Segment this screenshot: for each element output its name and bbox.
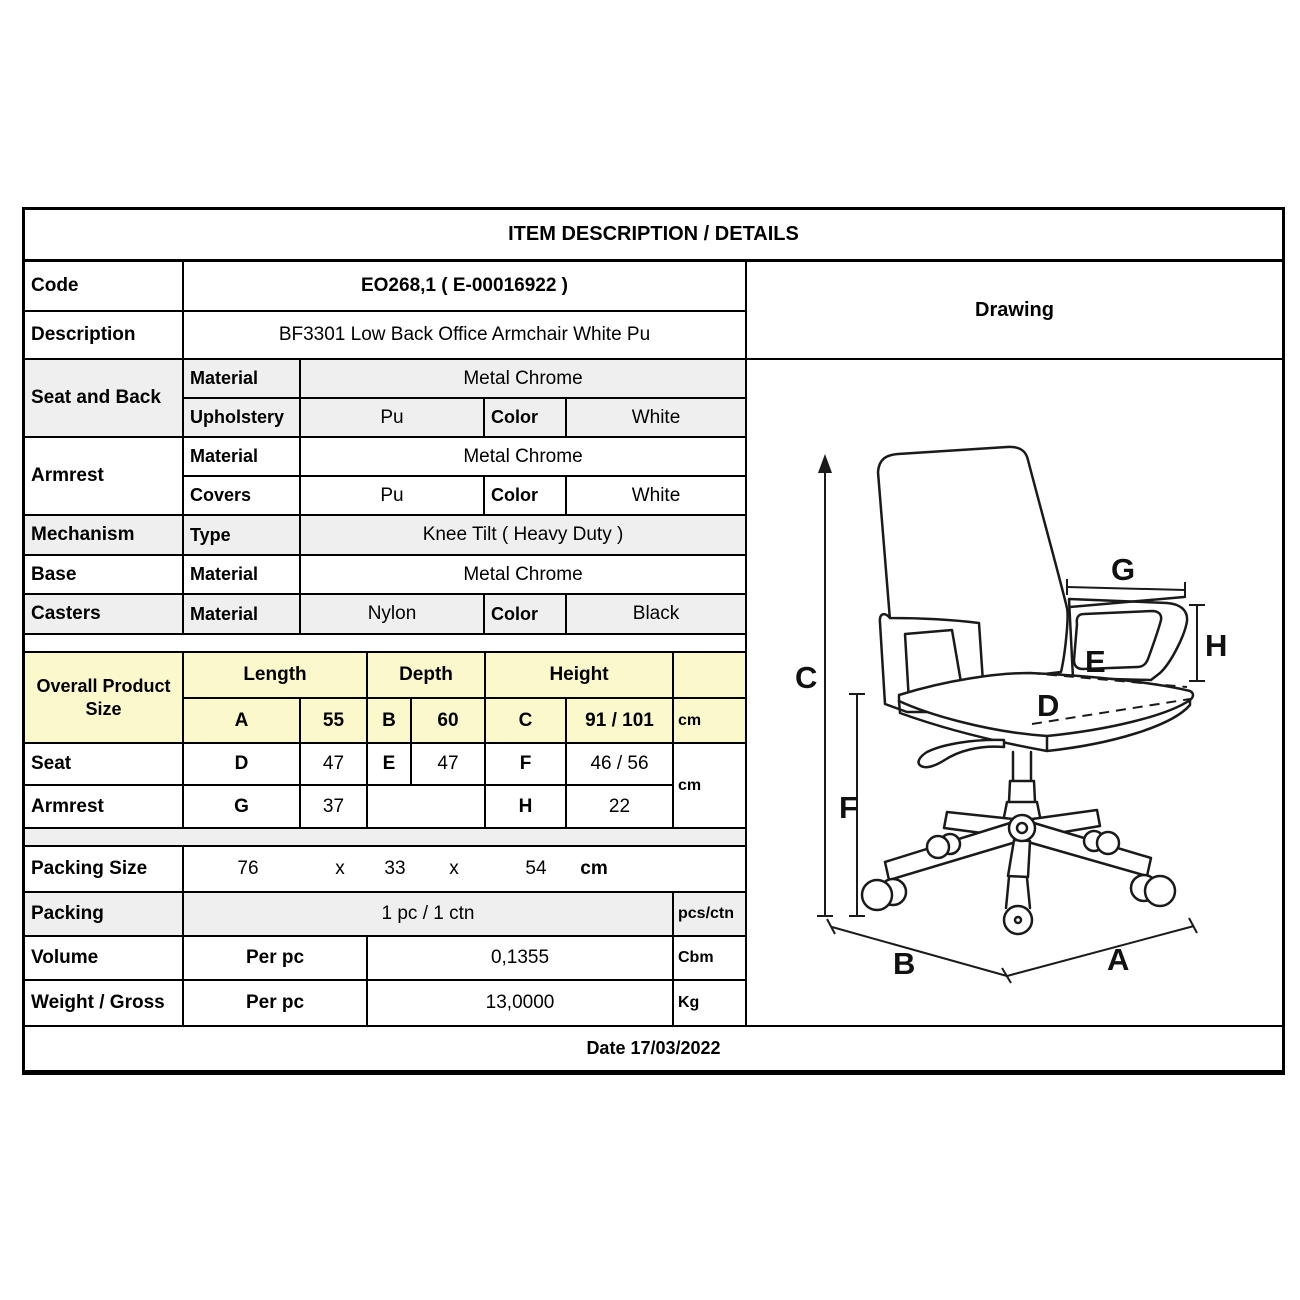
packing-dim-3: 54 bbox=[525, 858, 547, 879]
base-label: Base bbox=[25, 556, 184, 595]
volume-per-pc: Per pc bbox=[184, 937, 368, 981]
code-value: EO268,1 ( E-00016922 ) bbox=[184, 262, 745, 312]
chair-leg bbox=[1008, 840, 1030, 877]
dim-line-a bbox=[1007, 926, 1194, 976]
base-row bbox=[25, 556, 745, 595]
depth-header: Depth bbox=[368, 653, 486, 699]
weight-row bbox=[25, 981, 745, 1025]
packing-size-row bbox=[25, 847, 745, 893]
dim-label-h: H bbox=[1205, 628, 1228, 663]
dim-label-f: F bbox=[839, 790, 858, 825]
dim-label-b: B bbox=[893, 946, 916, 981]
packing-size-unit: cm bbox=[580, 858, 608, 879]
dim-tick bbox=[1189, 918, 1197, 933]
spec-sheet bbox=[22, 207, 1285, 1075]
packing-unit: pcs/ctn bbox=[674, 893, 745, 937]
seat-armrest-unit: cm bbox=[674, 744, 745, 829]
dim-c-value: 91 / 101 bbox=[567, 699, 674, 744]
dim-label-c: C bbox=[795, 660, 818, 695]
seat-and-back-group bbox=[25, 360, 745, 438]
mechanism-label: Mechanism bbox=[25, 516, 184, 556]
volume-unit: Cbm bbox=[674, 937, 745, 981]
date-footer: Date 17/03/2022 bbox=[25, 1025, 1282, 1070]
dim-label-d: D bbox=[1037, 688, 1060, 723]
armrest-size-label: Armrest bbox=[25, 786, 184, 829]
packing-dim-1: 76 bbox=[237, 858, 259, 879]
casters-row bbox=[25, 595, 745, 635]
packing-row bbox=[25, 893, 745, 937]
dim-b-key: B bbox=[368, 699, 412, 744]
dim-line-b bbox=[832, 927, 1007, 976]
volume-row bbox=[25, 937, 745, 981]
dim-arrow-c bbox=[818, 454, 832, 473]
base-material-value: Metal Chrome bbox=[301, 556, 745, 595]
caster-wheel bbox=[862, 880, 892, 910]
chair-drawing bbox=[747, 360, 1282, 1025]
chair-base-hub bbox=[1009, 815, 1035, 841]
dim-label-a: A bbox=[1107, 942, 1130, 977]
overall-unit: cm bbox=[674, 699, 745, 744]
weight-label: Weight / Gross bbox=[25, 981, 184, 1025]
caster-wheel bbox=[1097, 832, 1119, 854]
volume-value: 0,1355 bbox=[368, 937, 674, 981]
packing-label: Packing bbox=[25, 893, 184, 937]
dim-label-g: G bbox=[1111, 552, 1136, 587]
dim-f-key: F bbox=[486, 744, 567, 786]
height-header: Height bbox=[486, 653, 674, 699]
armrest-label: Armrest bbox=[25, 438, 184, 516]
description-row bbox=[25, 312, 745, 360]
dim-h-key: H bbox=[486, 786, 567, 829]
overall-size-label: Overall Product Size bbox=[25, 653, 184, 744]
weight-value: 13,0000 bbox=[368, 981, 674, 1025]
spec-table bbox=[25, 262, 747, 1025]
armrest-group bbox=[25, 438, 745, 516]
upholstery-value: Pu bbox=[301, 399, 485, 438]
base-material-label: Material bbox=[184, 556, 301, 595]
dim-f-value: 46 / 56 bbox=[567, 744, 674, 786]
chair-tilt-lever bbox=[919, 740, 1004, 767]
dim-a-key: A bbox=[184, 699, 301, 744]
casters-color-label: Color bbox=[485, 595, 567, 635]
dim-e-key: E bbox=[368, 744, 412, 786]
seat-size-label: Seat bbox=[25, 744, 184, 786]
chair-gas-lift bbox=[1003, 752, 1041, 822]
seat-and-back-label: Seat and Back bbox=[25, 360, 184, 438]
mechanism-row bbox=[25, 516, 745, 556]
weight-unit: Kg bbox=[678, 994, 700, 1011]
drawing-panel bbox=[747, 262, 1282, 1025]
casters-color-value: Black bbox=[567, 595, 745, 635]
caster-wheel bbox=[1145, 876, 1175, 906]
casters-label: Casters bbox=[25, 595, 184, 635]
upholstery-label: Upholstery bbox=[184, 399, 301, 438]
spacer-row bbox=[25, 829, 745, 847]
weight-per-pc: Per pc bbox=[184, 981, 368, 1025]
packing-value: 1 pc / 1 ctn bbox=[184, 893, 674, 937]
armrest-color-value: White bbox=[567, 477, 745, 516]
caster-fork bbox=[1006, 877, 1030, 908]
packing-dim-2: 33 bbox=[384, 858, 406, 879]
packing-sep-2: x bbox=[449, 858, 459, 879]
casters-material-label: Material bbox=[184, 595, 301, 635]
casters-material-value: Nylon bbox=[301, 595, 485, 635]
dim-d-value: 47 bbox=[301, 744, 368, 786]
sheet-body bbox=[25, 262, 1282, 1025]
seat-back-material-value: Metal Chrome bbox=[301, 360, 745, 399]
packing-size-value bbox=[184, 847, 745, 893]
packing-sep-1: x bbox=[335, 858, 345, 879]
covers-label: Covers bbox=[184, 477, 301, 516]
spacer-row bbox=[25, 635, 745, 653]
seat-size-row bbox=[25, 744, 674, 786]
armrest-depth-blank bbox=[368, 786, 486, 829]
mechanism-value: Knee Tilt ( Heavy Duty ) bbox=[301, 516, 745, 556]
dim-line-g bbox=[1067, 587, 1185, 590]
drawing-title: Drawing bbox=[747, 262, 1282, 360]
description-label: Description bbox=[25, 312, 184, 360]
armrest-size-row bbox=[25, 786, 674, 829]
caster-wheel bbox=[927, 836, 949, 858]
dim-g-key: G bbox=[184, 786, 301, 829]
dim-d-key: D bbox=[184, 744, 301, 786]
armrest-color-label: Color bbox=[485, 477, 567, 516]
size-header-blank bbox=[674, 653, 745, 699]
seat-back-color-value: White bbox=[567, 399, 745, 438]
overall-size-group bbox=[25, 653, 745, 744]
covers-value: Pu bbox=[301, 477, 485, 516]
dim-label-e: E bbox=[1085, 644, 1106, 679]
dim-c-key: C bbox=[486, 699, 567, 744]
volume-label: Volume bbox=[25, 937, 184, 981]
armrest-material-value: Metal Chrome bbox=[301, 438, 745, 477]
armrest-material-label: Material bbox=[184, 438, 301, 477]
seat-armrest-size-group bbox=[25, 744, 745, 829]
type-label: Type bbox=[184, 516, 301, 556]
dim-g-value: 37 bbox=[301, 786, 368, 829]
description-value: BF3301 Low Back Office Armchair White Pu bbox=[184, 312, 745, 360]
length-header: Length bbox=[184, 653, 368, 699]
page-title: ITEM DESCRIPTION / DETAILS bbox=[25, 210, 1282, 262]
dim-h-value: 22 bbox=[567, 786, 674, 829]
caster-wheel bbox=[1004, 906, 1032, 934]
drawing-canvas bbox=[747, 360, 1282, 1025]
seat-back-color-label: Color bbox=[485, 399, 567, 438]
code-label: Code bbox=[25, 262, 184, 312]
seat-back-material-label: Material bbox=[184, 360, 301, 399]
packing-size-label: Packing Size bbox=[25, 847, 184, 893]
dim-e-value: 47 bbox=[412, 744, 486, 786]
code-row bbox=[25, 262, 745, 312]
dim-a-value: 55 bbox=[301, 699, 368, 744]
dim-b-value: 60 bbox=[412, 699, 486, 744]
